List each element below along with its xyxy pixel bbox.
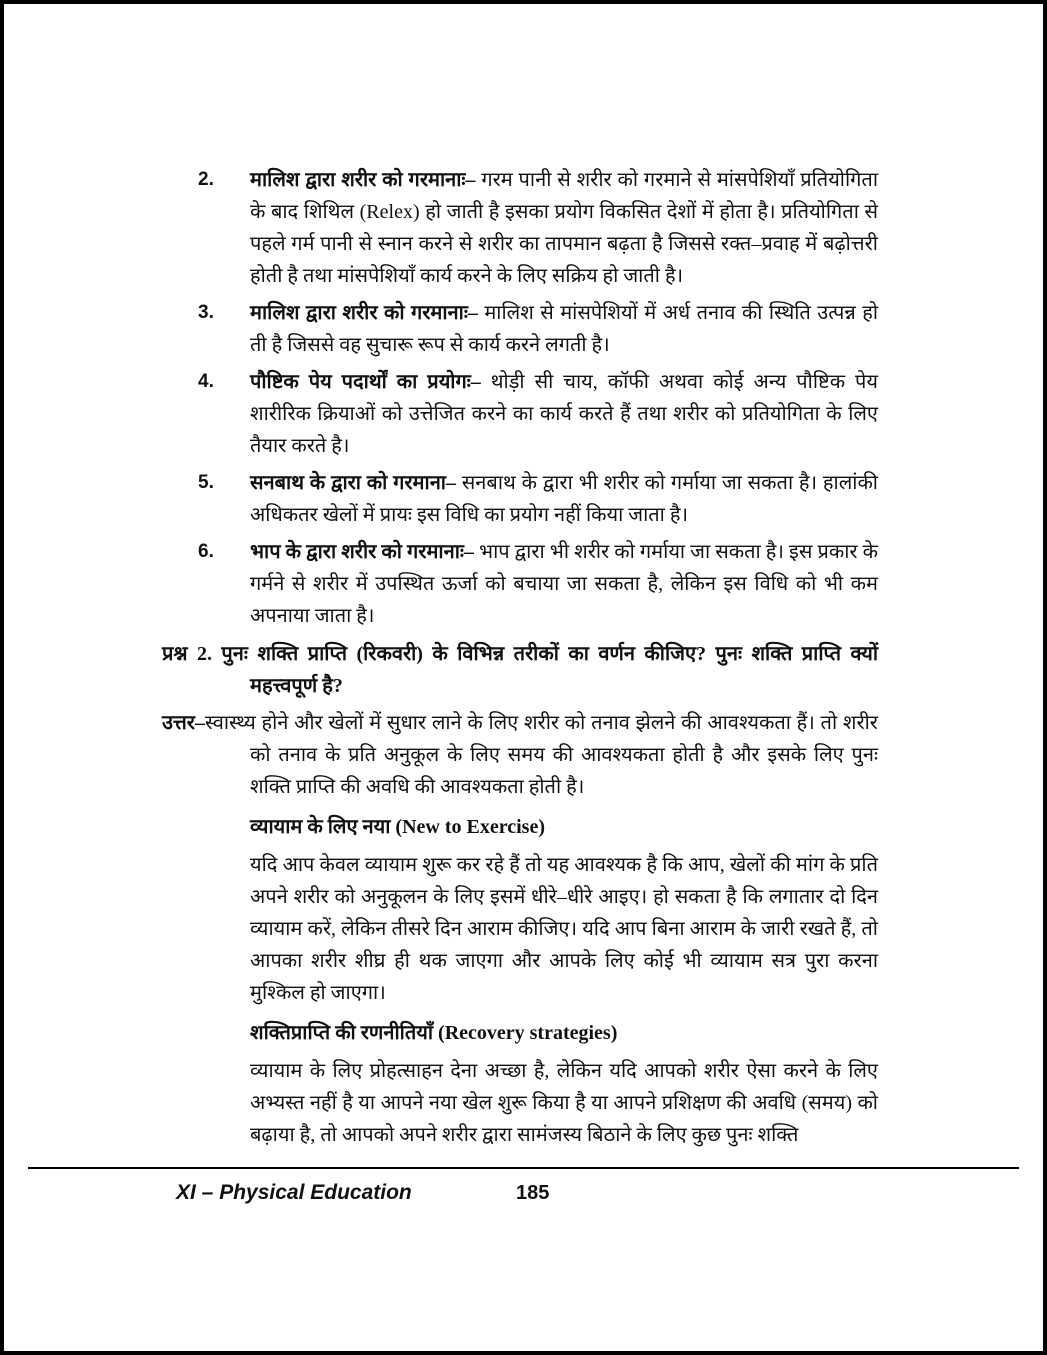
item-number: 2. [198, 169, 214, 190]
item-heading: पौष्टिक पेय पदार्थों का प्रयोगः– [250, 371, 481, 393]
item-body: थोड़ी सी चाय, कॉफी अथवा कोई अन्य पौष्टिक पेय शारीरिक क्रियाओं को उत्तेजित करने का कार्य करते हैं तथा शरीर को प्रतियोगिता के लिए तैयार करते है। [250, 371, 879, 457]
answer-paragraph [162, 707, 878, 803]
list-item [198, 536, 878, 632]
page-footer [4, 1167, 1043, 1213]
section-paragraph: यदि आप केवल व्यायाम शुरू कर रहे हैं तो यह आवश्यक है कि आप, खेलों की मांग के प्रति अपने शरीर को अनुकूलन के लिए इसमें धीरे–धीरे आइए। हो सकता है कि लगातार दो दिन व्यायाम करें, लेकिन तीसरे दिन आराम कीजिए। यदि आप बिना आराम के जारी रखते हैं, तो आपका शरीर शीघ्र ही थक जाएगा और आपके लिए कोई भी व्यायाम सत्र पुरा करना मुश्किल हो जाएगा। [250, 854, 878, 1004]
section-heading-english: (Recovery strategies) [438, 1022, 618, 1044]
item-body: गरम पानी से शरीर को गरमाने से मांसपेशियाँ प्रतियोगिता के बाद शिथिल (Relex) हो जाती है इसका प्रयोग विकसित देशों में होता है। प्रतियोगिता से पहले गर्म पानी से स्नान करने से शरीर का तापमान बढ़ता है जिससे रक्त–प्रवाह में बढ़ोत्तरी होती है तथा मांसपेशियाँ कार्य करने के लिए सक्रिय हो जाती है। [250, 169, 878, 287]
list-item [198, 366, 878, 462]
section-recovery-strategies [250, 1017, 878, 1151]
footer-book-title: XI – Physical Education [176, 1181, 412, 1204]
item-body: मालिश से मांसपेशियों में अर्ध तनाव की स्थिति उत्पन्न हो ती है जिससे वह सुचारू रूप से कार्य करने लगती है। [250, 302, 879, 356]
item-heading: मालिश द्वारा शरीर को गरमानाः– [250, 169, 476, 191]
item-heading: मालिश द्वारा शरीर को गरमानाः– [250, 302, 478, 324]
question-text: पुनः शक्ति प्राप्ति (रिकवरी) के विभिन्न तरीकों का वर्णन कीजिए? पुनः शक्ति प्राप्ति क्यों महत्त्वपूर्ण है? [221, 643, 879, 697]
list-item [198, 164, 878, 292]
item-number: 6. [198, 541, 214, 562]
section-heading-hindi: व्यायाम के लिए नया [250, 816, 391, 838]
footer-row [4, 1169, 1043, 1213]
item-body: भाप द्वारा भी शरीर को गर्माया जा सकता है। इस प्रकार के गर्मने से शरीर में उपस्थित ऊर्जा को बचाया जा सकता है, लेकिन इस विधि को भी कम अपनाया जाता है। [250, 541, 878, 627]
item-number: 3. [198, 302, 214, 323]
section-heading [250, 1017, 878, 1049]
answer-label: उत्तर– [162, 712, 205, 734]
list-item [198, 467, 878, 531]
item-heading: सनबाथ के द्वारा को गरमाना– [250, 472, 456, 494]
item-number: 4. [198, 371, 214, 392]
section-heading-english: (New to Exercise) [395, 816, 545, 838]
footer-page-number: 185 [516, 1182, 550, 1204]
item-number: 5. [198, 472, 214, 493]
answer-text: स्वास्थ्य होने और खेलों में सुधार लाने के लिए शरीर को तनाव झेलने की आवश्यकता हैं। तो शरीर को तनाव के प्रति अनुकूल के लिए समय की आवश्यकता होती है और इसके लिए पुनः शक्ति प्राप्ति की अवधि की आवश्यकता होती है। [204, 712, 878, 798]
section-new-to-exercise [250, 811, 878, 1009]
item-heading: भाप के द्वारा शरीर को गरमानाः– [250, 541, 474, 563]
question-label: प्रश्न 2. [162, 643, 212, 665]
list-item [198, 297, 878, 361]
section-heading-hindi: शक्तिप्राप्ति की रणनीतियाँ [250, 1022, 434, 1044]
section-paragraph: व्यायाम के लिए प्रोहत्साहन देना अच्छा है, लेकिन यदि आपको शरीर ऐसा करने के लिए अभ्यस्त नहीं है या आपने नया खेल शुरू किया है या आपने प्रशिक्षण की अवधि (समय) को बढ़ाया है, तो आपको अपने शरीर द्वारा सामंजस्य बिठाने के लिए कुछ पुनः शक्ति [250, 1060, 878, 1146]
section-heading [250, 811, 878, 843]
question-heading [162, 638, 878, 702]
page-content [4, 4, 1043, 1151]
item-body: सनबाथ के द्वारा भी शरीर को गर्माया जा सकता है। हालांकी अधिकतर खेलों में प्रायः इस विधि का प्रयोग नहीं किया जाता है। [250, 472, 878, 526]
